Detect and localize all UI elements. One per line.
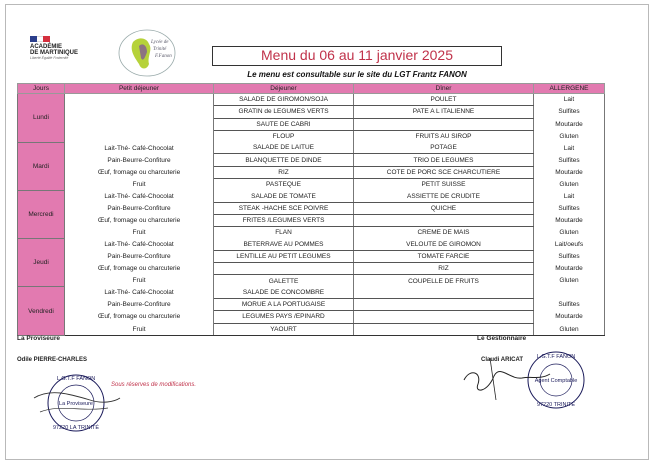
- breakfast-cell: Pain-Beurre-Confiture: [65, 202, 214, 214]
- breakfast-cell: Œuf, fromage ou charcuterie: [65, 166, 214, 178]
- allergen-cell: Lait: [534, 142, 605, 154]
- lunch-cell: FLOUP: [214, 130, 354, 142]
- table-row: [18, 227, 605, 239]
- lunch-cell: STEAK -HACHE SCE POIVRE: [214, 202, 354, 214]
- day-label: Vendredi: [18, 287, 65, 336]
- svg-text:F.Fanon: F.Fanon: [155, 54, 172, 59]
- lunch-cell: GALETTE: [214, 275, 354, 287]
- dinner-cell: [354, 118, 534, 130]
- table-row: [18, 130, 605, 142]
- day-label: Mardi: [18, 142, 65, 190]
- allergen-cell: Moutarde: [534, 214, 605, 226]
- allergen-cell: Sulfites: [534, 250, 605, 262]
- table-row: [18, 106, 605, 118]
- dinner-cell: [354, 287, 534, 299]
- academie-name: ACADÉMIE DE MARTINIQUE: [30, 44, 78, 56]
- breakfast-cell: Lait-Thé- Café-Chocolat: [65, 190, 214, 202]
- column-header: ALLERGENE: [534, 84, 605, 94]
- allergen-cell: Gluten: [534, 179, 605, 191]
- allergen-cell: Moutarde: [534, 311, 605, 323]
- proviseur-label: La Proviseure: [17, 335, 60, 342]
- menu-title: Menu du 06 au 11 janvier 2025: [212, 46, 502, 66]
- day-label: Lundi: [18, 94, 65, 143]
- allergen-cell: Gluten: [534, 323, 605, 335]
- dinner-cell: [354, 311, 534, 323]
- table-row: [18, 275, 605, 287]
- dinner-cell: VELOUTE DE GIROMON: [354, 239, 534, 251]
- svg-text:Trinité: Trinité: [153, 47, 167, 52]
- day-label: Mercredi: [18, 190, 65, 238]
- table-row: [18, 118, 605, 130]
- lunch-cell: SALADE DE GIROMON/SOJA: [214, 94, 354, 106]
- breakfast-cell: [65, 130, 214, 142]
- republique-motto: Liberté Égalité Fraternité: [30, 56, 69, 60]
- stamp-center-text: La Proviseure: [59, 401, 93, 407]
- academie-logo: [30, 36, 110, 60]
- table-row: [18, 287, 605, 299]
- table-row: [18, 190, 605, 202]
- gestionnaire-name: Claudi ARICAT: [481, 357, 523, 363]
- table-row: [18, 179, 605, 191]
- breakfast-cell: Œuf, fromage ou charcuterie: [65, 311, 214, 323]
- allergen-cell: Lait: [534, 94, 605, 106]
- dinner-cell: FRUITS AU SIROP: [354, 130, 534, 142]
- allergen-cell: Sulfites: [534, 299, 605, 311]
- table-header-row: [18, 84, 605, 94]
- dinner-cell: COUPELLE DE FRUITS: [354, 275, 534, 287]
- lunch-cell: SALADE DE LAITUE: [214, 142, 354, 154]
- dinner-cell: TOMATE FARCIE: [354, 250, 534, 262]
- table-row: [18, 214, 605, 226]
- breakfast-cell: Lait-Thé- Café-Chocolat: [65, 239, 214, 251]
- allergen-cell: Sulfites: [534, 106, 605, 118]
- breakfast-cell: [65, 118, 214, 130]
- breakfast-cell: Œuf, fromage ou charcuterie: [65, 214, 214, 226]
- dinner-cell: PETIT SUISSE: [354, 179, 534, 191]
- column-header: Déjeuner: [214, 84, 354, 94]
- day-label: Jeudi: [18, 239, 65, 287]
- breakfast-cell: Pain-Beurre-Confiture: [65, 299, 214, 311]
- dinner-cell: PATE A L ITALIENNE: [354, 106, 534, 118]
- table-row: [18, 239, 605, 251]
- gestionnaire-label: Le Gestionnaire: [477, 335, 527, 342]
- allergen-cell: Sulfites: [534, 202, 605, 214]
- french-flag-icon: [30, 36, 50, 42]
- lunch-cell: RIZ: [214, 166, 354, 178]
- breakfast-cell: Lait-Thé- Café-Chocolat: [65, 142, 214, 154]
- dinner-cell: CREME DE MAIS: [354, 227, 534, 239]
- table-row: [18, 202, 605, 214]
- lycee-logo: [117, 28, 177, 78]
- svg-text:Lycée de: Lycée de: [151, 40, 169, 45]
- lunch-cell: LENTILLE AU PETIT LEGUMES: [214, 250, 354, 262]
- dinner-cell: COTE DE PORC SCE CHARCUTIERE: [354, 166, 534, 178]
- table-row: [18, 154, 605, 166]
- breakfast-cell: Œuf, fromage ou charcuterie: [65, 263, 214, 275]
- allergen-cell: [534, 287, 605, 299]
- lunch-cell: FLAN: [214, 227, 354, 239]
- breakfast-cell: Fruit: [65, 227, 214, 239]
- lunch-cell: LEGUMES PAYS /EPINARD: [214, 311, 354, 323]
- breakfast-cell: [65, 94, 214, 106]
- breakfast-cell: Lait-Thé- Café-Chocolat: [65, 287, 214, 299]
- lunch-cell: GRATIN de LEGUMES VERTS: [214, 106, 354, 118]
- breakfast-cell: Fruit: [65, 179, 214, 191]
- dinner-cell: [354, 214, 534, 226]
- stamp-center-text: Agent Comptable: [534, 378, 578, 384]
- menu-subtitle: Le menu est consultable sur le site du LGT Frantz FANON: [247, 70, 467, 79]
- column-header: Petit déjeuner: [65, 84, 214, 94]
- lunch-cell: MORUE A LA PORTUGAISE: [214, 299, 354, 311]
- reserve-note: Sous réserves de modifications.: [111, 382, 197, 388]
- proviseur-name: Odile PIERRE-CHARLES: [17, 357, 88, 363]
- lunch-cell: SALADE DE CONCOMBRE: [214, 287, 354, 299]
- gestionnaire-stamp: [460, 350, 590, 412]
- allergen-cell: Lait: [534, 190, 605, 202]
- lunch-cell: YAOURT: [214, 323, 354, 335]
- stamp-top-text: L.G.T.F FANON: [536, 354, 576, 360]
- table-row: [18, 142, 605, 154]
- dinner-cell: ASSIETTE DE CRUDITE: [354, 190, 534, 202]
- lunch-cell: BLANQUETTE DE DINDE: [214, 154, 354, 166]
- dinner-cell: TRIO DE LEGUMES: [354, 154, 534, 166]
- dinner-cell: QUICHE: [354, 202, 534, 214]
- table-row: [18, 263, 605, 275]
- breakfast-cell: Pain-Beurre-Confiture: [65, 154, 214, 166]
- allergen-cell: Lait/oeufs: [534, 239, 605, 251]
- table-row: [18, 311, 605, 323]
- allergen-cell: Moutarde: [534, 118, 605, 130]
- dinner-cell: [354, 323, 534, 335]
- table-row: [18, 250, 605, 262]
- dinner-cell: [354, 299, 534, 311]
- breakfast-cell: Fruit: [65, 323, 214, 335]
- dinner-cell: RIZ: [354, 263, 534, 275]
- lunch-cell: BETERRAVE AU POMMES: [214, 239, 354, 251]
- allergen-cell: Gluten: [534, 227, 605, 239]
- lunch-cell: SALADE DE TOMATE: [214, 190, 354, 202]
- column-header: Jours: [18, 84, 65, 94]
- table-row: [18, 166, 605, 178]
- allergen-cell: Moutarde: [534, 166, 605, 178]
- stamp-bottom-text: 97220 LA TRINITÉ: [52, 425, 100, 431]
- proviseur-stamp: [30, 368, 122, 434]
- dinner-cell: POULET: [354, 94, 534, 106]
- lunch-cell: FRITES /LEGUMES VERTS: [214, 214, 354, 226]
- stamp-top-text: L.G.T.F FANON: [56, 376, 96, 382]
- menu-body: [18, 94, 605, 336]
- allergen-cell: Gluten: [534, 130, 605, 142]
- breakfast-cell: Fruit: [65, 275, 214, 287]
- column-header: Dîner: [354, 84, 534, 94]
- lunch-cell: [214, 263, 354, 275]
- breakfast-cell: [65, 106, 214, 118]
- table-row: [18, 299, 605, 311]
- allergen-cell: Gluten: [534, 275, 605, 287]
- lunch-cell: PASTEQUE: [214, 179, 354, 191]
- allergen-cell: Sulfites: [534, 154, 605, 166]
- dinner-cell: POTAGE: [354, 142, 534, 154]
- menu-table: [17, 83, 605, 336]
- table-row: [18, 323, 605, 335]
- allergen-cell: Moutarde: [534, 263, 605, 275]
- lunch-cell: SAUTE DE CABRI: [214, 118, 354, 130]
- table-row: [18, 94, 605, 106]
- breakfast-cell: Pain-Beurre-Confiture: [65, 250, 214, 262]
- stamp-bottom-text: 97220 TRINITÉ: [536, 402, 576, 408]
